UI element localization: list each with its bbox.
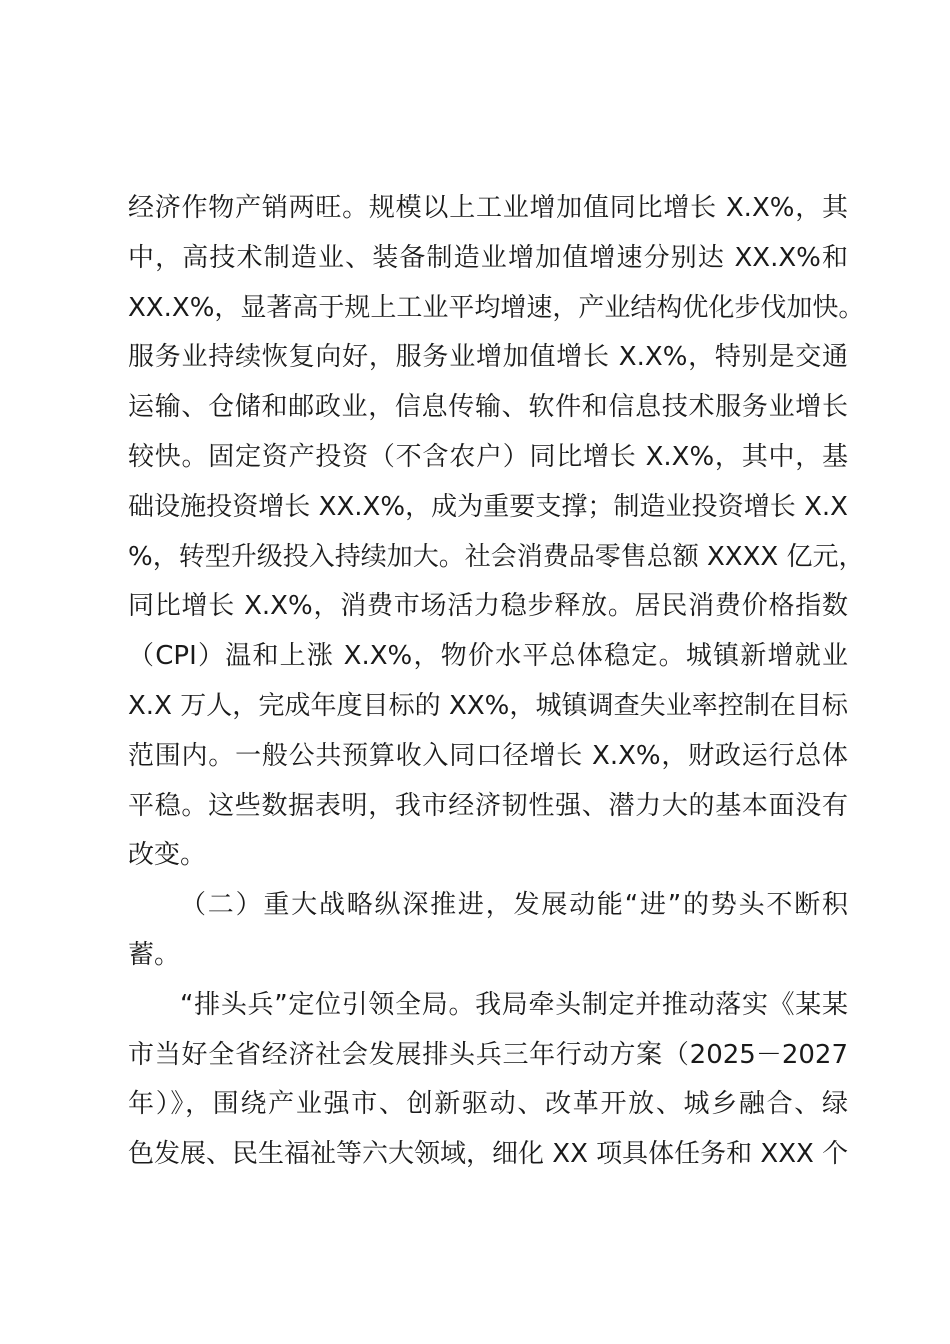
text-line: 蓄。 (128, 939, 181, 970)
text-line: X.X 万人，完成年度目标的 XX%，城镇调查失业率控制在目标 (128, 690, 848, 721)
text-line: 改变。 (128, 840, 207, 871)
text-line: 年）》，围绕产业强市、创新驱动、改革开放、城乡融合、绿 (128, 1089, 848, 1120)
text-line: %，转型升级投入持续加大。社会消费品零售总额 XXXX 亿元， (128, 541, 865, 572)
body-text (128, 184, 865, 1180)
text-line: 运输、仓储和邮政业，信息传输、软件和信息技术服务业增长 (128, 392, 848, 423)
text-line: 服务业持续恢复向好，服务业增加值增长 X.X%，特别是交通 (128, 342, 848, 373)
text-line: 色发展、民生福祉等六大领域，细化 XX 项具体任务和 XXX 个 (128, 1139, 849, 1170)
text-line: 础设施投资增长 XX.X%，成为重要支撑；制造业投资增长 X.X (128, 491, 848, 522)
text-line: 较快。固定资产投资（不含农户）同比增长 X.X%，其中，基 (128, 441, 848, 472)
section-heading (128, 881, 848, 981)
text-line: （二）重大战略纵深推进，发展动能“进”的势头不断积 (180, 890, 848, 921)
text-line: 范围内。一般公共预算收入同口径增长 X.X%，财政运行总体 (128, 740, 848, 771)
text-line: 同比增长 X.X%，消费市场活力稳步释放。居民消费价格指数 (128, 591, 848, 622)
paragraph (128, 184, 865, 881)
text-line: （CPI）温和上涨 X.X%，物价水平总体稳定。城镇新增就业 (128, 641, 848, 672)
text-line: “排头兵”定位引领全局。我局牵头制定并推动落实《某某 (180, 989, 848, 1020)
text-line: 中，高技术制造业、装备制造业增加值增速分别达 XX.X%和 (128, 242, 848, 273)
paragraph (128, 981, 848, 1180)
text-line: 经济作物产销两旺。规模以上工业增加值同比增长 X.X%，其 (128, 193, 848, 223)
text-line: 平稳。这些数据表明，我市经济韧性强、潜力大的基本面没有 (128, 790, 848, 821)
text-line: XX.X%，显著高于规上工业平均增速，产业结构优化步伐加快。 (128, 292, 865, 323)
text-line: 市当好全省经济社会发展排头兵三年行动方案（2025－2027 (128, 1039, 848, 1070)
